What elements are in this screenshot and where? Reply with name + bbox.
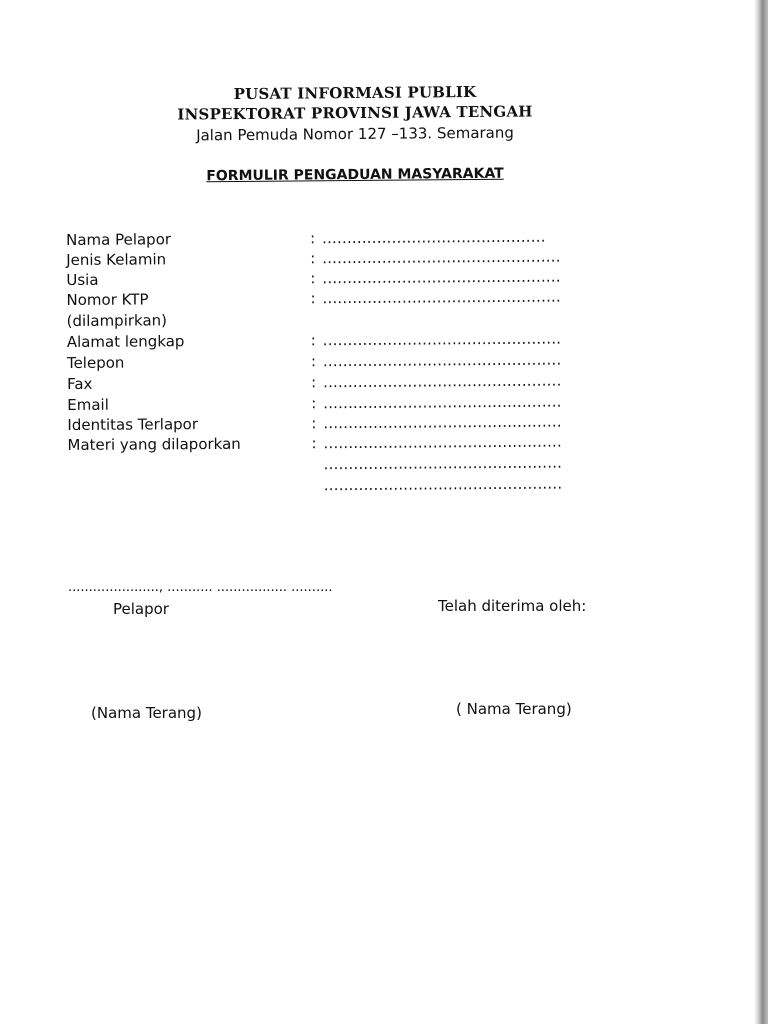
field-colon: : (310, 289, 316, 308)
field-colon: : (310, 331, 316, 350)
field-label: Jenis Kelamin (66, 250, 167, 269)
field-label: Nama Pelapor (66, 230, 172, 249)
field-label: Telepon (66, 353, 125, 372)
org-address: Jalan Pemuda Nomor 127 –133. Semarang (196, 123, 514, 145)
field-fill-line: ................................................ (322, 329, 562, 350)
field-label: Alamat lengkap (66, 332, 185, 351)
org-name: PUSAT INFORMASI PUBLIK (233, 82, 477, 104)
field-fill-line: ................................................ (322, 287, 562, 308)
field-fill-line: ................................................ (323, 453, 563, 474)
field-colon: : (311, 373, 317, 392)
field-colon: : (311, 414, 317, 433)
field-fill-line: ................................................ (323, 371, 562, 392)
field-fill-line: ................................................ (323, 474, 563, 495)
receiver-title: Telah diterima oleh: (438, 597, 587, 615)
field-fill-line: ................................................ (323, 392, 562, 413)
field-colon: : (310, 352, 317, 371)
field-label: Email (67, 395, 109, 414)
field-label: Fax (67, 374, 93, 393)
reporter-name-placeholder: (Nama Terang) (91, 704, 202, 722)
field-label: Materi yang dilaporkan (67, 434, 241, 454)
field-label: Usia (66, 270, 99, 289)
field-fill-line: ................................................ (323, 432, 563, 453)
form-title: FORMULIR PENGADUAN MASYARAKAT (206, 165, 504, 185)
field-label: Identitas Terlapor (67, 415, 199, 434)
complaint-form-fields (66, 226, 596, 495)
receiver-name-placeholder: ( Nama Terang) (456, 700, 572, 718)
field-fill-line: ................................................ (322, 267, 561, 288)
field-colon: : (310, 229, 316, 248)
field-fill-line: ................................................ (323, 412, 562, 433)
field-colon: : (311, 394, 317, 413)
place-date-line: ......................, ........... ................. .......... (68, 580, 333, 595)
field-fill-line: ................................................ (322, 350, 562, 371)
field-label: Nomor KTP (66, 290, 149, 309)
org-subname: INSPEKTORAT PROVINSI JAWA TENGAH (177, 102, 533, 124)
field-colon: : (310, 249, 316, 268)
field-label: (dilampirkan) (66, 311, 168, 330)
reporter-title: Pelapor (113, 600, 169, 618)
scan-edge-shadow (754, 0, 768, 1024)
field-colon: : (310, 269, 316, 288)
field-fill-line: ................................................ (322, 247, 561, 268)
field-fill-line: ............................................. (322, 227, 546, 248)
field-colon: : (311, 434, 317, 453)
